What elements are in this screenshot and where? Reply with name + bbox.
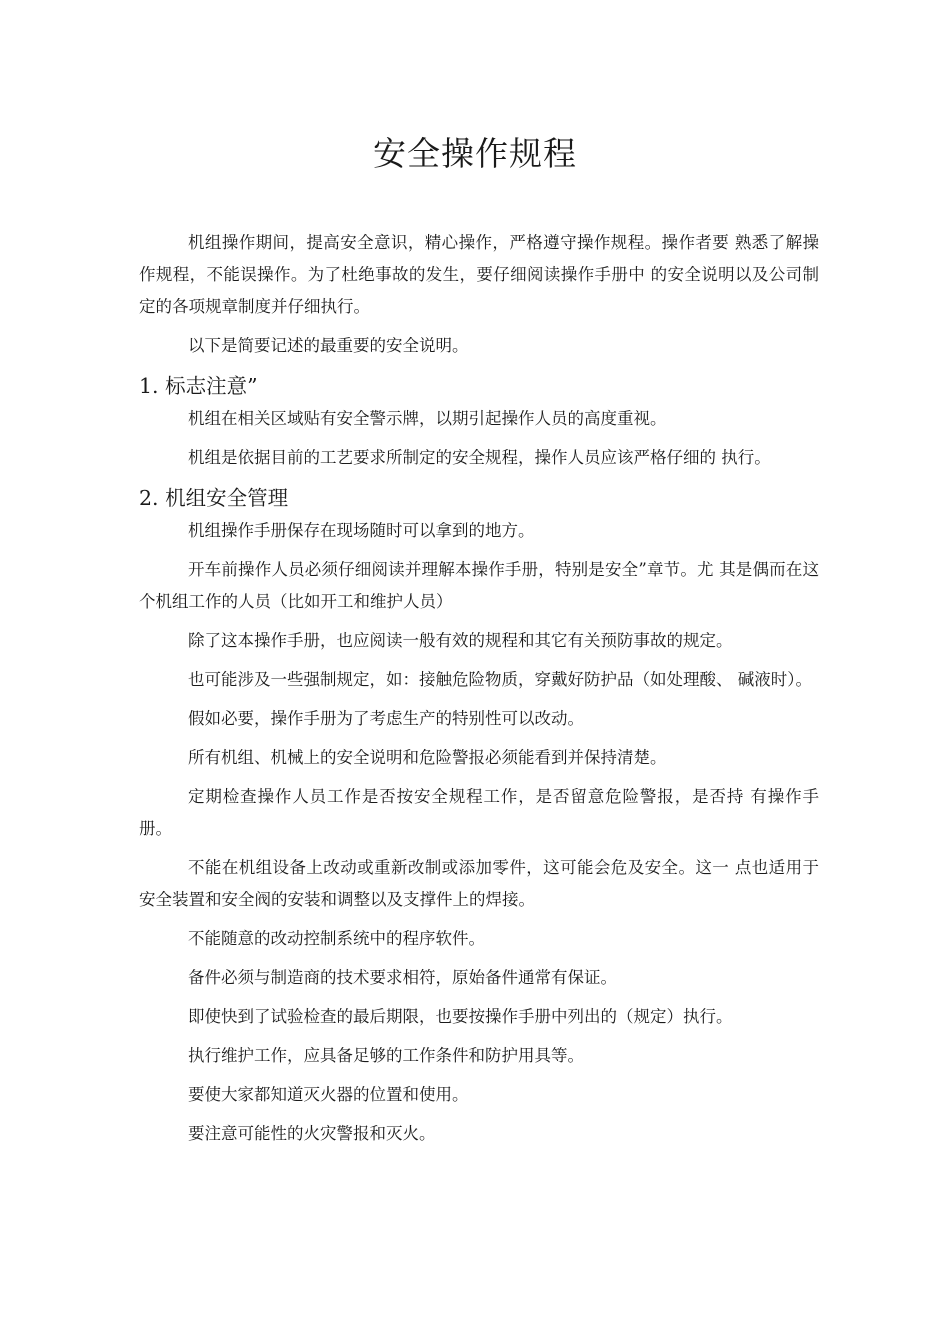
intro-paragraph: 机组操作期间，提高安全意识，精心操作，严格遵守操作规程。操作者要 熟悉了解操作规程，不能误操作。为了杜绝事故的发生，要仔细阅读操作手册中 的安全说明以及公司制定的各项规章制度并仔细执行。 <box>139 233 819 316</box>
section-2-paragraph: 定期检查操作人员工作是否按安全规程工作，是否留意危险警报，是否持 有操作手册。 <box>139 787 819 838</box>
section-2-paragraph: 假如必要，操作手册为了考虑生产的特别性可以改动。 <box>188 709 584 728</box>
section-1-paragraph: 机组在相关区域贴有安全警示牌，以期引起操作人员的高度重视。 <box>188 409 667 428</box>
section-2-paragraph: 不能在机组设备上改动或重新改制或添加零件，这可能会危及安全。这一 点也适用于安全装置和安全阀的安装和调整以及支撑件上的焊接。 <box>139 858 819 909</box>
section-2-paragraph: 除了这本操作手册，也应阅读一般有效的规程和其它有关预防事故的规定。 <box>188 631 733 650</box>
section-1-paragraph: 机组是依据目前的工艺要求所制定的安全规程，操作人员应该严格仔细的 执行。 <box>188 448 771 467</box>
section-heading-1: 1. 标志注意” <box>139 374 258 398</box>
intro-paragraph: 以下是简要记述的最重要的安全说明。 <box>188 336 469 355</box>
section-2-paragraph: 要使大家都知道灭火器的位置和使用。 <box>188 1085 469 1104</box>
section-2-paragraph: 开车前操作人员必须仔细阅读并理解本操作手册，特别是安全”章节。尤 其是偶而在这个机组工作的人员（比如开工和维护人员） <box>139 560 819 611</box>
section-2-paragraph: 即使快到了试验检查的最后期限，也要按操作手册中列出的（规定）执行。 <box>188 1007 733 1026</box>
document-body <box>139 227 819 1157</box>
section-2-paragraph: 也可能涉及一些强制规定，如：接触危险物质，穿戴好防护品（如处理酸、 碱液时）。 <box>188 670 812 689</box>
section-heading-2: 2. 机组安全管理 <box>139 486 289 510</box>
section-2-paragraph: 备件必须与制造商的技术要求相符，原始备件通常有保证。 <box>188 968 617 987</box>
section-2-paragraph: 所有机组、机械上的安全说明和危险警报必须能看到并保持清楚。 <box>188 748 667 767</box>
section-2-paragraph: 机组操作手册保存在现场随时可以拿到的地方。 <box>188 521 535 540</box>
section-2-paragraph: 不能随意的改动控制系统中的程序软件。 <box>188 929 485 948</box>
section-2-paragraph: 要注意可能性的火灾警报和灭火。 <box>188 1124 436 1143</box>
section-2-paragraph: 执行维护工作，应具备足够的工作条件和防护用具等。 <box>188 1046 584 1065</box>
document-title: 安全操作规程 <box>373 134 577 173</box>
